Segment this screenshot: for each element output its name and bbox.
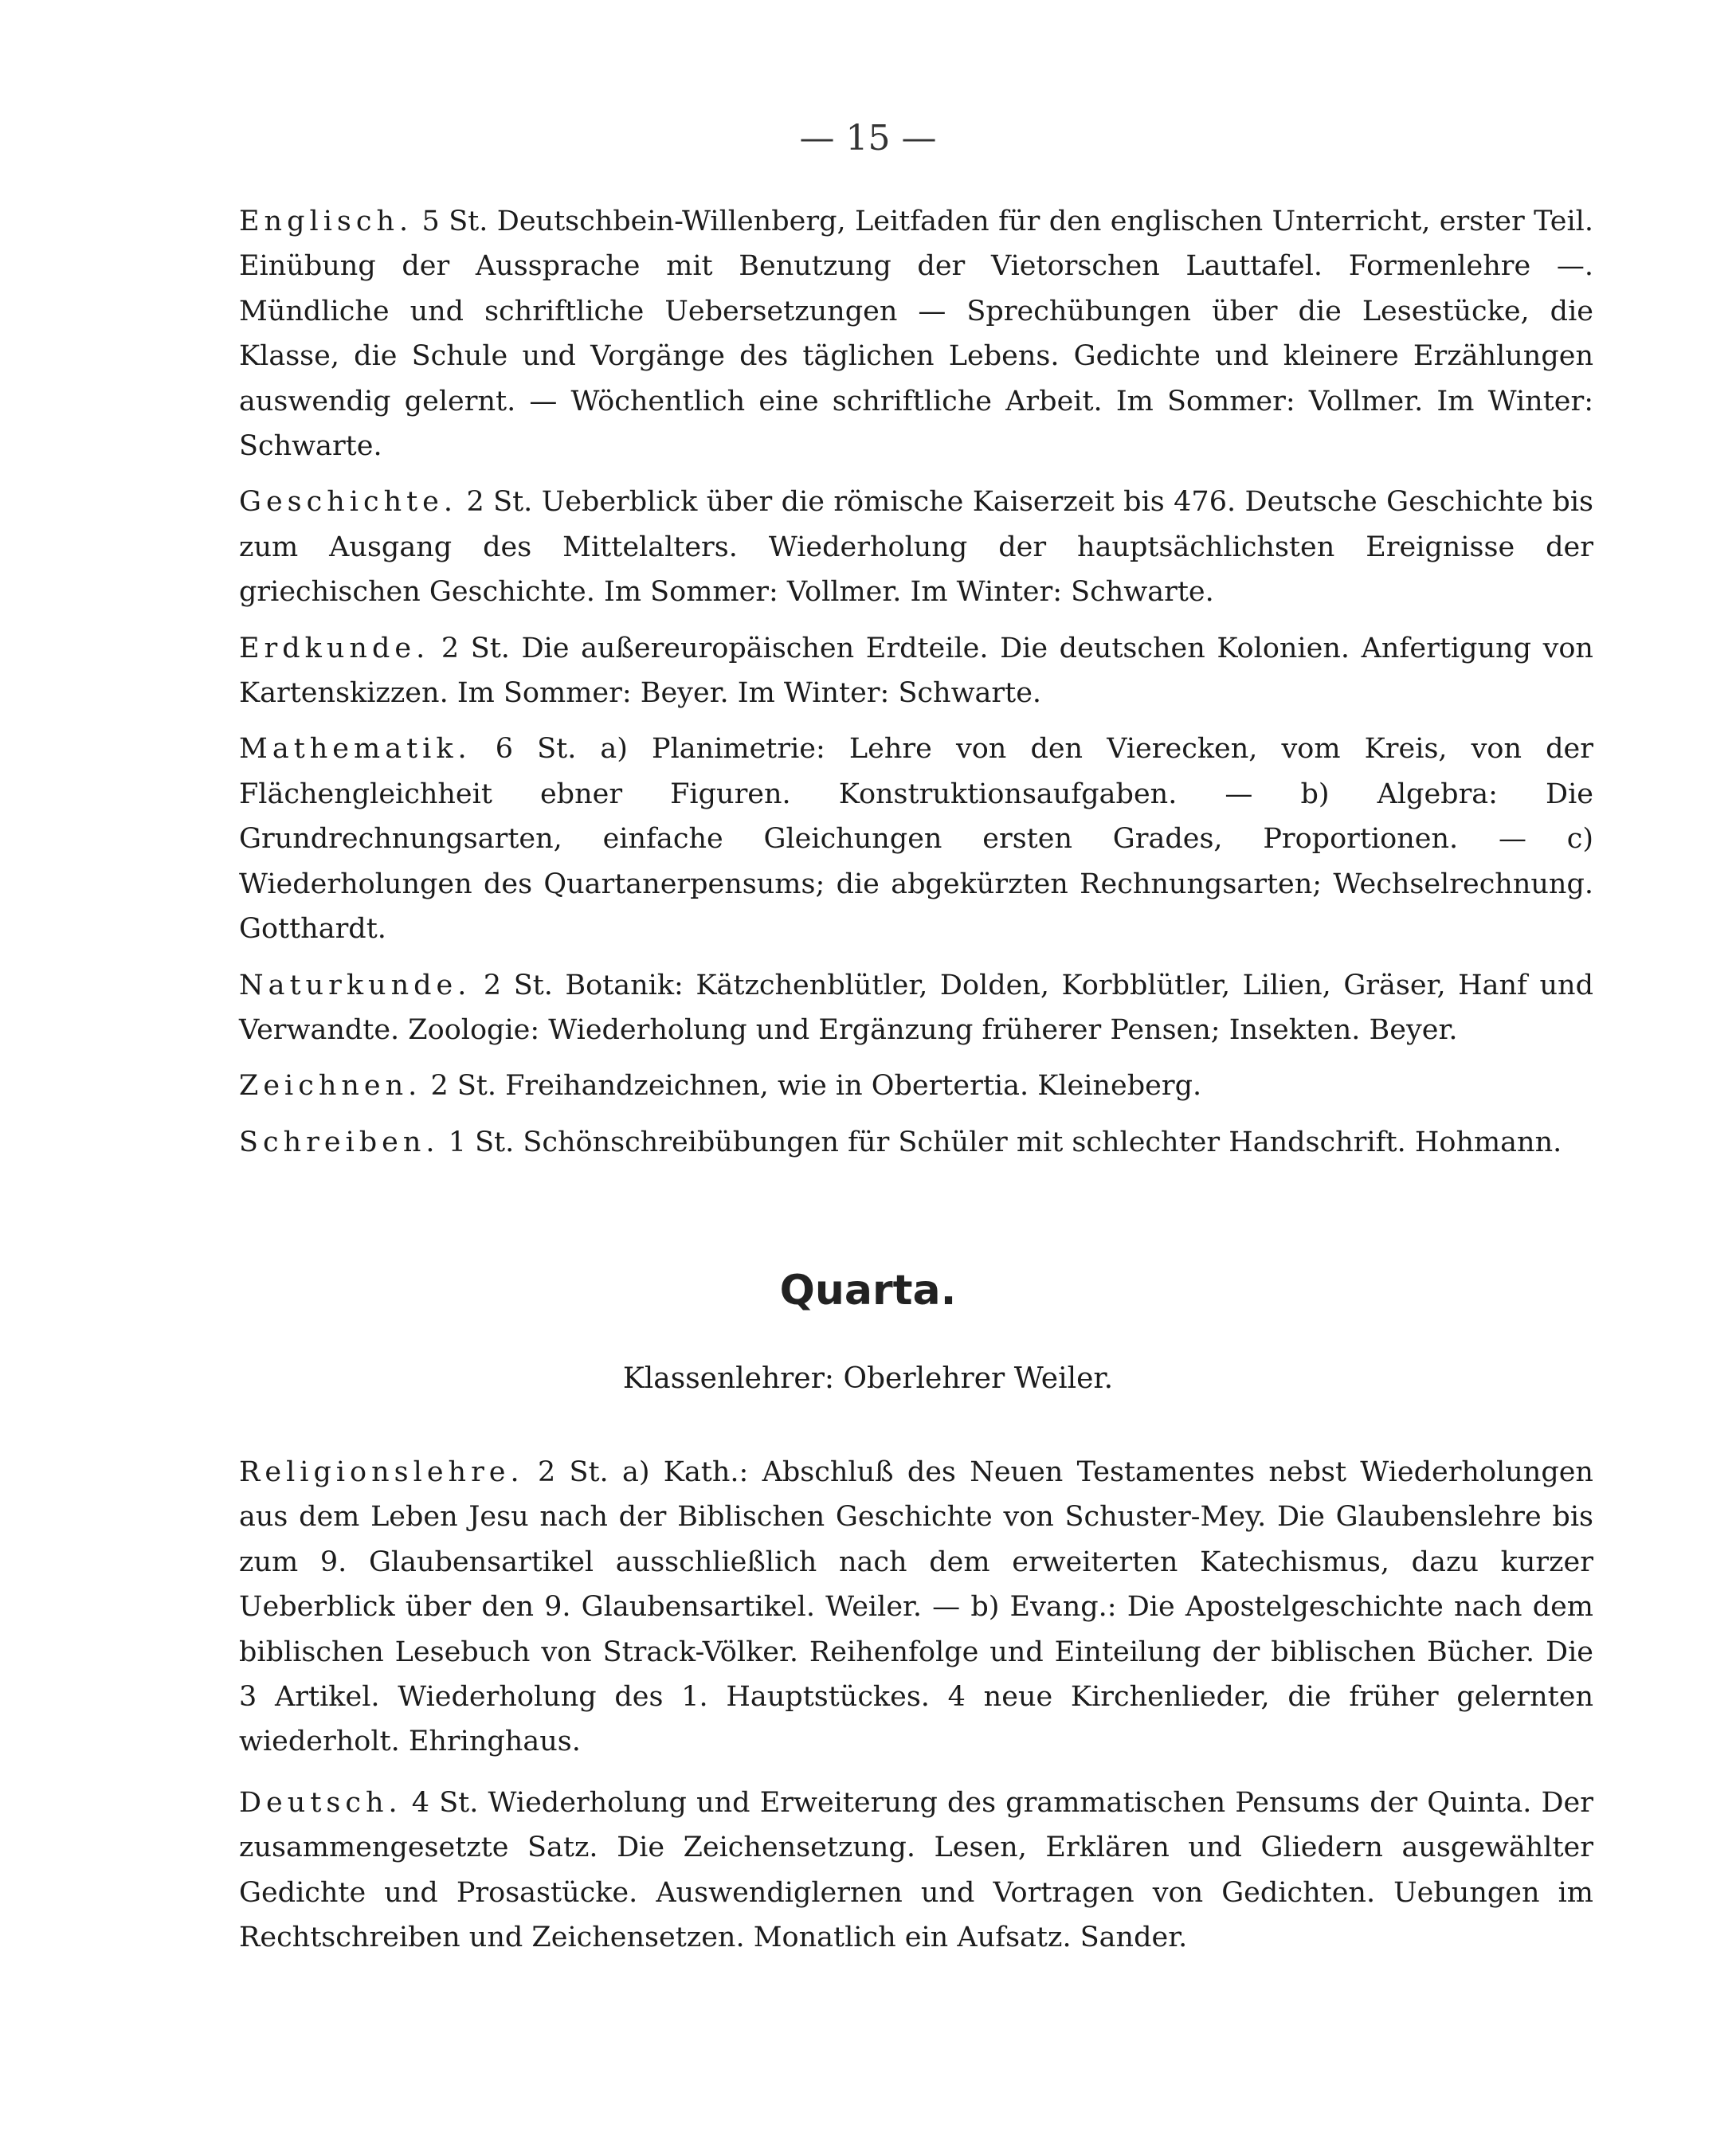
section-mathematik (239, 727, 1593, 951)
section-schreiben (239, 1120, 1593, 1165)
subject-heading: Naturkunde. (239, 969, 472, 1001)
section-text: 2 St. Freihandzeichnen, wie in Obertertia. Kleineberg. (430, 1070, 1202, 1103)
subject-heading: Erdkunde. (239, 632, 430, 664)
subject-heading: Religionslehre. (239, 1456, 524, 1488)
section-erdkunde (239, 626, 1593, 716)
section-text: 2 St. Ueberblick über die römische Kaiserzeit bis 476. Deutsche Geschichte bis zum Ausgang des Mittelalters. Wiederholung der hauptsächlichsten Ereignisse der griechischen Geschichte. Im Sommer: Vollmer. Im Winter: Schwarte. (239, 486, 1593, 609)
section-text: 1 St. Schönschreibübungen für Schüler mit schlechter Handschrift. Hohmann. (448, 1126, 1562, 1158)
section-text: 2 St. Die außereuropäischen Erdteile. Die deutschen Kolonien. Anfertigung von Kartenskizzen. Im Sommer: Beyer. Im Winter: Schwarte. (239, 632, 1593, 710)
class-teacher-line: Klassenlehrer: Oberlehrer Weiler. (622, 1362, 1114, 1395)
subject-heading: Englisch. (239, 206, 413, 237)
section-text: 2 St. Botanik: Kätzchenblütler, Dolden, Korbblütler, Lilien, Gräser, Hanf und Verwandte. Zoologie: Wiederholung und Ergänzung früherer Pensen; Insekten. Beyer. (239, 969, 1593, 1046)
subject-heading: Schreiben. (239, 1126, 440, 1158)
section-englisch (239, 199, 1593, 468)
lower-section-block (239, 1450, 1593, 1960)
section-title-quarta: Quarta. (779, 1267, 957, 1314)
section-zeichnen (239, 1064, 1593, 1108)
section-geschichte (239, 480, 1593, 614)
section-naturkunde (239, 963, 1593, 1053)
page-number: — 15 — (799, 118, 937, 159)
subject-heading: Mathematik. (239, 733, 472, 766)
section-text: 4 St. Wiederholung und Erweiterung des grammatischen Pensums der Quinta. Der zusammengesetzte Satz. Die Zeichensetzung. Lesen, Erklären und Gliedern ausgewählter Gedichte und Prosastücke. Auswendiglernen und Vortragen von Gedichten. Uebungen im Rechtschreiben und Zeichensetzen. Monatlich ein Aufsatz. Sander. (239, 1786, 1593, 1954)
section-text: 5 St. Deutschbein-Willenberg, Leitfaden für den englischen Unterricht, erster Teil. Einübung der Aussprache mit Benutzung der Vietorschen Lauttafel. Formenlehre —. Mündliche und schriftliche Uebersetzungen — Sprechübungen über die Lesestücke, die Klasse, die Schule und Vorgänge des täglichen Lebens. Gedichte und kleinere Erzählungen auswendig gelernt. — Wöchentlich eine schriftliche Arbeit. Im Sommer: Vollmer. Im Winter: Schwarte. (239, 206, 1593, 463)
section-text: 6 St. a) Planimetrie: Lehre von den Vierecken, vom Kreis, von der Flächengleichheit ebner Figuren. Konstruktionsaufgaben. — b) Algebra: Die Grundrechnungsarten, einfache Gleichungen ersten Grades, Proportionen. — c) Wiederholungen des Quartanerpensums; die abgekürzten Rechnungsarten; Wechselrechnung. Gotthardt. (239, 733, 1593, 946)
subject-heading: Zeichnen. (239, 1070, 422, 1103)
section-deutsch (239, 1781, 1593, 1961)
section-text: 2 St. a) Kath.: Abschluß des Neuen Testamentes nebst Wiederholungen aus dem Leben Jesu nach der Biblischen Geschichte von Schuster-Mey. Die Glaubenslehre bis zum 9. Glaubensartikel ausschließlich nach dem erweiterten Katechismus, dazu kurzer Ueberblick über den 9. Glaubensartikel. Weiler. — b) Evang.: Die Apostelgeschichte nach dem biblischen Lesebuch von Strack-Völker. Reihenfolge und Einteilung der biblischen Bücher. Die 3 Artikel. Wiederholung des 1. Hauptstückes. 4 neue Kirchenlieder, die früher gelernten wiederholt. Ehringhaus. (239, 1456, 1593, 1758)
section-religionslehre (239, 1450, 1593, 1765)
subject-heading: Geschichte. (239, 486, 458, 519)
upper-section-block (239, 199, 1593, 1165)
subject-heading: Deutsch. (239, 1786, 402, 1819)
